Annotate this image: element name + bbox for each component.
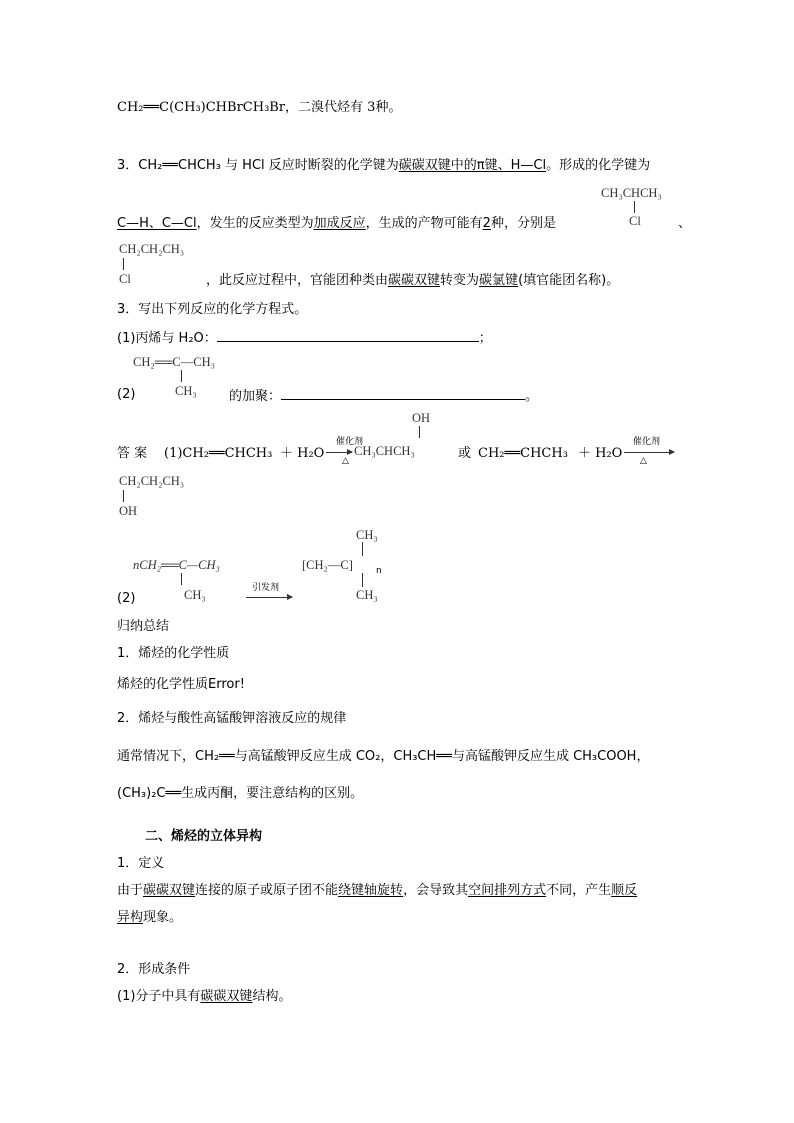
answer-bond-broken: 碳碳双键中的π键、H—Cl xyxy=(398,158,547,173)
or-text: 或 xyxy=(458,446,472,461)
para-3-prefix: 3．CH₂══CHCH₃ 与 HCl 反应时断裂的化学键为 xyxy=(117,158,399,173)
catalyst-label-2: 催化剂 xyxy=(633,437,661,447)
q3-title: 3．写出下列反应的化学方程式。 xyxy=(117,302,308,317)
definition-heading: 1．定义 xyxy=(117,856,165,871)
eq1b-water: ＋ H₂O xyxy=(578,446,623,461)
initiator-label: 引发剂 xyxy=(252,583,280,593)
para-3-line-1 xyxy=(117,158,650,174)
eq1-reactant: (1)CH₂══CHCH₃ xyxy=(164,446,273,461)
answer-spatial: 空间排列方式 xyxy=(468,883,547,898)
para-3-mid4: 种，分别是 xyxy=(490,216,556,231)
eq2-reactant-sub: CH₃ xyxy=(184,588,206,602)
struct-isobutene-sub: CH₃ xyxy=(175,384,197,398)
answer-bond-formed: C—H、C—Cl xyxy=(117,216,197,231)
para-3-mid1: 。形成的化学键为 xyxy=(546,158,651,173)
poly-n: n xyxy=(376,566,382,576)
para-3-line-3 xyxy=(206,273,619,289)
struct-bond-line-2 xyxy=(123,258,124,270)
struct-bond-line-6 xyxy=(181,573,182,585)
poly-bottom-ch3: CH₃ xyxy=(356,588,378,602)
eq1b-reactant: CH₂══CHCH₃ xyxy=(478,446,568,461)
para-3-line-2 xyxy=(117,216,556,232)
struct-bond-line-5 xyxy=(123,490,124,502)
answer-label: 答 案 xyxy=(117,446,148,461)
struct-1-chloropropane: CH₂CH₂CH₃ xyxy=(119,242,185,256)
q3-item-2: 的加聚： 。 xyxy=(229,389,539,404)
poly-top-ch3: CH₃ xyxy=(356,528,378,542)
heat-symbol-2: △ xyxy=(640,456,647,466)
summary-item-1-text: 烯烃的化学性质Error! xyxy=(117,677,245,692)
reaction-arrow-1 xyxy=(326,452,352,453)
answer-fg-to: 碳氯键 xyxy=(479,273,519,288)
struct-bond-line xyxy=(634,201,635,213)
reaction-arrow-2 xyxy=(624,452,674,453)
answer-isomerism: 异构 xyxy=(117,910,144,925)
summary-item-2-text-2: (CH₃)₂C══生成丙酮，要注意结构的区别。 xyxy=(117,786,364,801)
q3-item-2-label: (2) xyxy=(117,387,136,402)
answer-fg-from: 碳碳双键 xyxy=(388,273,441,288)
eq2-reactant: nCH₂══C—CH₃ xyxy=(133,558,220,572)
para-3-sep: 、 xyxy=(678,216,692,231)
answer-rotation: 绕键轴旋转 xyxy=(338,883,404,898)
text-line-1: CH₂══C(CH₃)CHBrCH₃Br，二溴代烃有 3种。 xyxy=(117,100,402,115)
definition-line-1: 由于碳碳双键连接的原子或原子团不能绕键轴旋转，会导致其空间排列方式不同，产生顺反 xyxy=(117,883,638,898)
para-3-mid3: ，生成的产物可能有 xyxy=(365,216,483,231)
condition-heading: 2．形成条件 xyxy=(117,962,191,977)
q3-item-1: (1)丙烯与 H₂O： ； xyxy=(117,331,492,346)
condition-line-1: (1)分子中具有碳碳双键结构。 xyxy=(117,989,292,1004)
para-3-mid6: 转变为 xyxy=(440,273,480,288)
struct-bond-line-3 xyxy=(181,370,182,382)
poly-bond-bottom xyxy=(362,573,363,587)
answer-double-bond: 碳碳双键 xyxy=(143,883,196,898)
answer-cis-trans: 顺反 xyxy=(611,883,638,898)
heat-symbol-1: △ xyxy=(342,456,349,466)
prod2: CH₂CH₂CH₃ xyxy=(119,474,185,488)
answer-blank-2[interactable] xyxy=(281,387,525,400)
definition-line-2: 异构现象。 xyxy=(117,910,183,925)
reaction-arrow-3 xyxy=(246,597,292,598)
para-3-mid5: ，此反应过程中，官能团种类由 xyxy=(206,273,389,288)
poly-bond-top xyxy=(362,542,363,556)
para-3-mid2: ，发生的反应类型为 xyxy=(196,216,314,231)
struct-bond-line-4 xyxy=(419,426,420,438)
summary-item-2-text-1: 通常情况下，CH₂══与高锰酸钾反应生成 CO₂，CH₃CH══与高锰酸钾反应生成 CH₃COOH， xyxy=(117,749,650,764)
struct-1-chloropropane-sub: Cl xyxy=(119,272,131,286)
summary-title: 归纳总结 xyxy=(117,619,170,634)
poly-chain: [CH₂—C] xyxy=(302,558,353,572)
prod1-oh: OH xyxy=(412,411,431,425)
eq1-water: ＋ H₂O xyxy=(280,446,325,461)
struct-isobutene: CH₂══C—CH₃ xyxy=(133,355,215,369)
eq2-label: (2) xyxy=(117,591,136,606)
answer-condition: 碳碳双键 xyxy=(200,989,253,1004)
struct-2-chloropropane: CH₃CHCH₃ xyxy=(601,186,662,200)
para-3-suffix: (填官能团名称)。 xyxy=(518,273,620,288)
section-2-title: 二、烯烃的立体异构 xyxy=(145,829,263,844)
catalyst-label-1: 催化剂 xyxy=(336,437,364,447)
answer-product-count: 2 xyxy=(482,216,491,231)
prod2-oh: OH xyxy=(119,504,138,518)
summary-item-2: 2．烯烃与酸性高锰酸钾溶液反应的规律 xyxy=(117,711,347,726)
struct-2-chloropropane-sub: Cl xyxy=(629,214,641,228)
answer-reaction-type: 加成反应 xyxy=(313,216,366,231)
summary-item-1: 1．烯烃的化学性质 xyxy=(117,646,230,661)
answer-blank-1[interactable] xyxy=(217,329,479,342)
prod1: CH₃CHCH₃ xyxy=(354,444,415,458)
